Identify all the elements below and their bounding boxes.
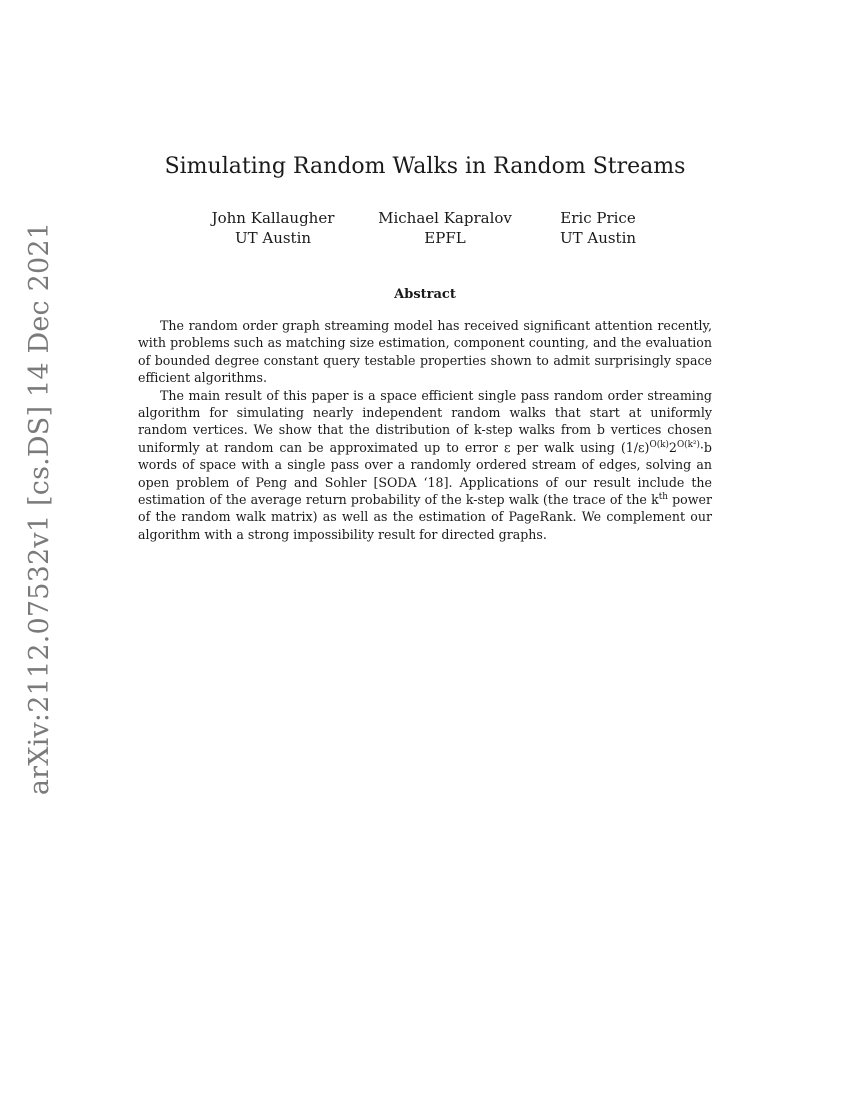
- author-block: [212, 208, 335, 248]
- author-affiliation: UT Austin: [559, 229, 637, 247]
- math-expression: [621, 440, 712, 455]
- arxiv-identifier-stamp: [17, 221, 63, 795]
- abstract-heading: Abstract: [394, 287, 456, 302]
- author-affiliation: EPFL: [424, 229, 466, 247]
- abstract-text: The main result of this paper is a space efficient single pass random order streaming algorithm for simulating nearly independent random walks that start at uniformly random vertices. We show that the distribution of k-step walks from b vertices chosen uniformly at random can be approximated up to error ε per walk using: [138, 387, 712, 455]
- abstract-paragraph-2: [138, 387, 712, 544]
- math-factor: ·b: [699, 439, 712, 455]
- math-exponent: O(k²): [676, 439, 700, 450]
- superscript-th: th: [658, 491, 668, 502]
- author-name: John Kallaugher: [211, 209, 335, 227]
- author-name: Michael Kapralov: [378, 209, 512, 227]
- abstract-body: [138, 317, 712, 543]
- abstract-text: words of space with a single pass over a randomly ordered stream of edges, solving an open problem of Peng and Sohler [SODA ‘18]. Applications of our result include the estimation of the average return probability of the k-step walk (the trace of the k: [138, 457, 712, 508]
- author-name: Eric Price: [560, 209, 636, 227]
- paper-title: Simulating Random Walks in Random Streams: [164, 154, 686, 179]
- abstract-text: power of the random walk matrix) as well as the estimation of PageRank. We complement our algorithm with a strong impossibility result for directed graphs.: [138, 492, 712, 542]
- math-base: (1/ε): [620, 439, 650, 455]
- author-list: [0, 208, 850, 252]
- author-block: [560, 208, 636, 248]
- math-base: 2: [668, 439, 677, 455]
- arxiv-identifier-text: arXiv:2112.07532v1 [cs.DS] 14 Dec 2021: [24, 221, 56, 795]
- author-affiliation: UT Austin: [234, 229, 312, 247]
- abstract-paragraph-1: The random order graph streaming model has received significant attention recently, with problems such as matching size estimation, component counting, and the evaluation of bounded degree constant query testable properties shown to admit surprisingly space efficient algorithms.: [138, 318, 712, 386]
- author-block: [378, 208, 512, 248]
- math-exponent: O(k): [649, 439, 669, 450]
